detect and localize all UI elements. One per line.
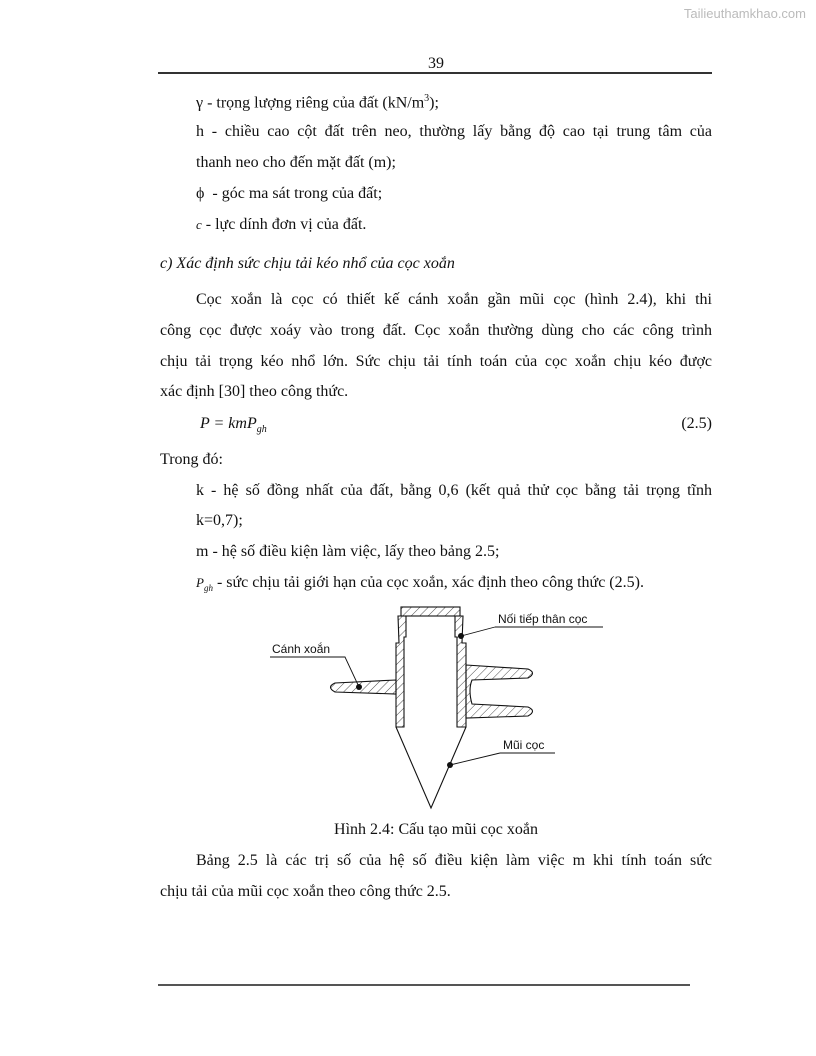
where-item-pgh: $P_{gh}$ - sức chịu tải giới hạn của cọc xoắn, xác định theo công thức (2.5). [196, 574, 644, 594]
cone-tip [396, 727, 466, 808]
para1-line: Cọc xoắn là cọc có thiết kế cánh xoắn gần mũi cọc (hình 2.4), khi thi [196, 291, 712, 308]
section-heading: c) Xác định sức chịu tải kéo nhổ của cọc xoắn [160, 255, 455, 272]
para1-line: xác định [30] theo công thức. [160, 383, 349, 400]
para1-line: chịu tải trọng kéo nhổ lớn. Sức chịu tải tính toán của cọc xoắn chịu kéo được [160, 353, 712, 370]
watermark: Tailieuthamkhao.com [683, 6, 806, 21]
where-item: k - hệ số đồng nhất của đất, bằng 0,6 (kết quả thử cọc bằng tải trọng tĩnh [196, 482, 712, 499]
para2-line: chịu tải của mũi cọc xoắn theo công thức 2.5. [160, 883, 451, 900]
right-wall [455, 616, 466, 727]
figure-caption: Hình 2.4: Cấu tạo mũi cọc xoắn [334, 821, 538, 838]
def-h-cont: thanh neo cho đến mặt đất (m); [196, 154, 396, 171]
def-phi: ϕ - góc ma sát trong của đất; [196, 185, 383, 202]
def-c: c - lực dính đơn vị của đất. [196, 216, 367, 233]
footer-rule [158, 984, 690, 986]
where-label: Trong đó: [160, 451, 223, 468]
right-wings [466, 665, 533, 718]
formula-number: (2.5) [681, 415, 712, 432]
cap [401, 607, 460, 616]
def-gamma: γ - trọng lượng riêng của đất $(kN/m^3)$; [196, 93, 439, 112]
left-wing [331, 680, 397, 694]
def-h: h - chiều cao cột đất trên neo, thường lấy bằng độ cao tại trung tâm của [196, 123, 712, 140]
where-item: k=0,7); [196, 512, 243, 529]
formula: P = kmP$_{gh}$ [200, 415, 267, 436]
page-number: 39 [428, 55, 444, 72]
para2-line: Bảng 2.5 là các trị số của hệ số điều kiện làm việc m khi tính toán sức [196, 852, 712, 869]
label-tip: Mũi cọc [503, 738, 545, 752]
label-joint: Nối tiếp thân cọc [498, 612, 588, 626]
para1-line: công cọc được xoáy vào trong đất. Cọc xoắn thường dùng cho các công trình [160, 322, 712, 339]
where-item: m - hệ số điều kiện làm việc, lấy theo bảng 2.5; [196, 543, 500, 560]
left-wall [396, 616, 406, 727]
label-wing: Cánh xoắn [272, 642, 331, 656]
